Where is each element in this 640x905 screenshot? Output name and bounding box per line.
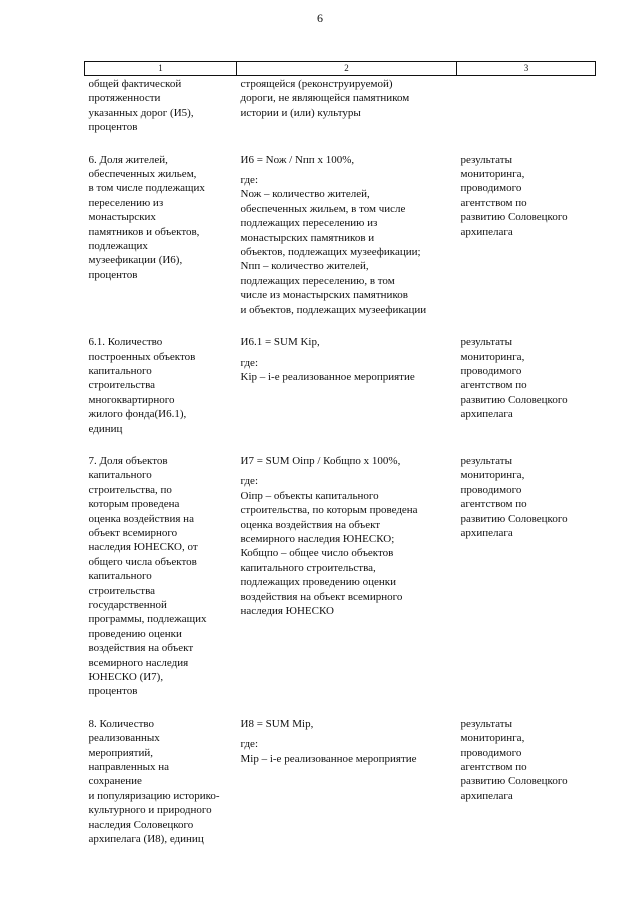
formula: И6 = Nож / Nпп х 100%, [240, 153, 355, 166]
formula-description-line: Mip – i-е реализованное мероприятие [240, 752, 417, 765]
formula-description-line: Кобщпо – общее число объектов [240, 547, 394, 560]
data-source-cell [457, 317, 596, 436]
formula-description-line: всемирного наследия ЮНЕСКО; [240, 532, 395, 545]
formula-description-line: капитального строительства, [240, 561, 376, 574]
data-source-line: агентством по [460, 761, 527, 774]
formula-description-line: дороги, не являющейся памятником [240, 92, 410, 105]
indicator-name-line: общего числа объектов [88, 555, 197, 568]
indicator-name-line: сохранение [88, 775, 142, 788]
data-source-line: развитию Соловецкого [460, 393, 568, 406]
data-source-line: архипелага [460, 225, 513, 238]
formula: И7 = SUM Oiпр / Кобщпо х 100%, [240, 454, 401, 467]
indicator-name-line: музеефикации (И6), [88, 254, 183, 267]
formula-description-line: монастырских памятников и [240, 231, 375, 244]
formula-description-line: подлежащих переселению из [240, 217, 378, 230]
formula-cell [237, 317, 457, 436]
indicator-name-line: 6. Доля жителей, [88, 153, 168, 166]
column-number-row [85, 62, 596, 76]
indicator-name-cell [85, 317, 237, 436]
indicator-name-line: жилого фонда(И6.1), [88, 408, 187, 421]
indicator-name-line: ЮНЕСКО (И7), [88, 671, 164, 684]
indicator-name-line: 7. Доля объектов [88, 454, 168, 467]
data-source-line: агентством по [460, 379, 527, 392]
indicator-name-line: программы, подлежащих [88, 613, 207, 626]
indicator-name-line: наследия ЮНЕСКО, от [88, 541, 198, 554]
indicator-name-line: направленных на [88, 761, 169, 774]
data-source-line: мониторинга, [460, 469, 525, 482]
indicator-name-cell [85, 135, 237, 317]
indicator-name-cell [85, 76, 237, 135]
where-label: где: [240, 475, 258, 488]
formula-description-line: подлежащих проведению оценки [240, 576, 396, 589]
formula-cell [237, 135, 457, 317]
data-source-line: развитию Соловецкого [460, 211, 568, 224]
indicator-name-line: общей фактической [88, 78, 182, 90]
formula-description-line: подлежащих переселению, в том [240, 274, 395, 287]
indicator-name-line: указанных дорог (И5), [88, 106, 194, 119]
formula-description-line: Nож – количество жителей, [240, 188, 370, 201]
indicator-name-line: процентов [88, 685, 138, 698]
indicator-name-line: 8. Количество [88, 717, 155, 730]
formula-description-line: числе из монастырских памятников [240, 289, 408, 302]
formula-cell [237, 436, 457, 699]
indicator-name-cell [85, 436, 237, 699]
where-label: где: [240, 738, 258, 751]
data-source-line: архипелага [460, 526, 513, 539]
data-source-line: проводимого [460, 483, 522, 496]
data-source-cell [457, 76, 596, 135]
formula-description-line: Nпп – количество жителей, [240, 260, 369, 273]
data-source-line: мониторинга, [460, 168, 525, 181]
page-number: 6 [317, 11, 323, 25]
column-number-1: 1 [85, 62, 237, 76]
indicator-name-line: государственной [88, 599, 167, 611]
indicator-name-line: оценка воздействия на [88, 512, 194, 525]
indicator-name-line: реализованных [88, 732, 160, 745]
data-source-line: результаты [460, 153, 512, 166]
data-source-line: проводимого [460, 746, 522, 759]
formula-description-line: оценка воздействия на объект [240, 518, 381, 531]
indicator-table [84, 61, 596, 847]
data-source-line: мониторинга, [460, 732, 525, 745]
indicator-name-line: капитального [88, 469, 152, 482]
indicator-name-line: строительства [88, 584, 156, 597]
indicator-name-line: строительства [88, 379, 156, 392]
formula-description-line: строительства, по которым проведена [240, 504, 418, 517]
indicator-name-line: единиц [88, 422, 123, 435]
where-label: где: [240, 356, 258, 369]
data-source-cell [457, 135, 596, 317]
indicator-name-line: воздействия на объект [88, 642, 194, 655]
indicator-name-line: процентов [88, 268, 138, 281]
formula-description-line: объектов, подлежащих музеефикации; [240, 246, 421, 259]
formula-description-line: строящейся (реконструируемой) [240, 78, 393, 90]
formula-description-line: воздействия на объект всемирного [240, 590, 403, 603]
indicator-name-line: подлежащих [88, 240, 148, 253]
formula-description-line: истории и (или) культуры [240, 106, 361, 119]
indicator-name-line: в том числе подлежащих [88, 182, 205, 195]
indicator-name-line: строительства, по [88, 483, 172, 496]
table-row [85, 317, 596, 436]
data-source-line: архипелага [460, 408, 513, 421]
formula-description-line: наследия ЮНЕСКО [240, 605, 334, 617]
indicator-name-line: многоквартирного [88, 393, 175, 406]
formula-description-line: и объектов, подлежащих музеефикации [240, 303, 427, 316]
data-source-line: агентством по [460, 196, 527, 209]
table-row [85, 436, 596, 699]
data-source-line: проводимого [460, 182, 522, 195]
formula: И6.1 = SUM Kip, [240, 336, 320, 349]
data-source-line: архипелага [460, 789, 513, 802]
indicator-name-line: наследия Соловецкого [88, 818, 194, 831]
indicator-name-line: архипелага (И8), единиц [88, 833, 204, 846]
data-source-line: результаты [460, 336, 512, 349]
indicator-name-line: протяженности [88, 92, 161, 105]
indicator-name-line: обеспеченных жильем, [88, 168, 197, 181]
formula: И8 = SUM Mip, [240, 717, 314, 730]
data-source-line: развитию Соловецкого [460, 775, 568, 788]
indicator-name-line: капитального [88, 364, 152, 377]
indicator-name-line: монастырских [88, 211, 156, 224]
indicator-name-line: которым проведена [88, 498, 180, 511]
indicator-name-line: проведению оценки [88, 627, 182, 640]
indicator-name-line: капитального [88, 570, 152, 583]
where-label: где: [240, 174, 258, 187]
indicator-name-line: культурного и природного [88, 804, 212, 817]
data-source-line: результаты [460, 717, 512, 730]
indicator-name-line: 6.1. Количество [88, 336, 163, 349]
data-source-line: результаты [460, 454, 512, 467]
indicator-name-cell [85, 699, 237, 847]
data-source-line: развитию Соловецкого [460, 512, 568, 525]
data-source-line: мониторинга, [460, 350, 525, 363]
indicator-name-line: построенных объектов [88, 350, 196, 363]
formula-description-line: Oiпр – объекты капитального [240, 489, 379, 502]
data-source-cell [457, 436, 596, 699]
indicator-name-line: и популяризацию историко- [88, 789, 220, 802]
data-source-line: проводимого [460, 364, 522, 377]
data-source-cell [457, 699, 596, 847]
formula-description-line: Kip – i-е реализованное мероприятие [240, 370, 415, 383]
indicator-name-line: процентов [88, 121, 138, 134]
indicator-name-line: объект всемирного [88, 526, 178, 539]
indicator-name-line: памятников и объектов, [88, 225, 200, 238]
data-source-line: агентством по [460, 498, 527, 511]
table-row [85, 76, 596, 135]
formula-description-line: обеспеченных жильем, в том числе [240, 202, 406, 215]
indicator-name-line: переселению из [88, 196, 164, 209]
table-row [85, 135, 596, 317]
formula-cell [237, 699, 457, 847]
indicator-name-line: мероприятий, [88, 746, 154, 759]
column-number-3: 3 [457, 62, 596, 76]
formula-cell [237, 76, 457, 135]
column-number-2: 2 [237, 62, 457, 76]
table-row [85, 699, 596, 847]
indicator-name-line: всемирного наследия [88, 656, 189, 669]
